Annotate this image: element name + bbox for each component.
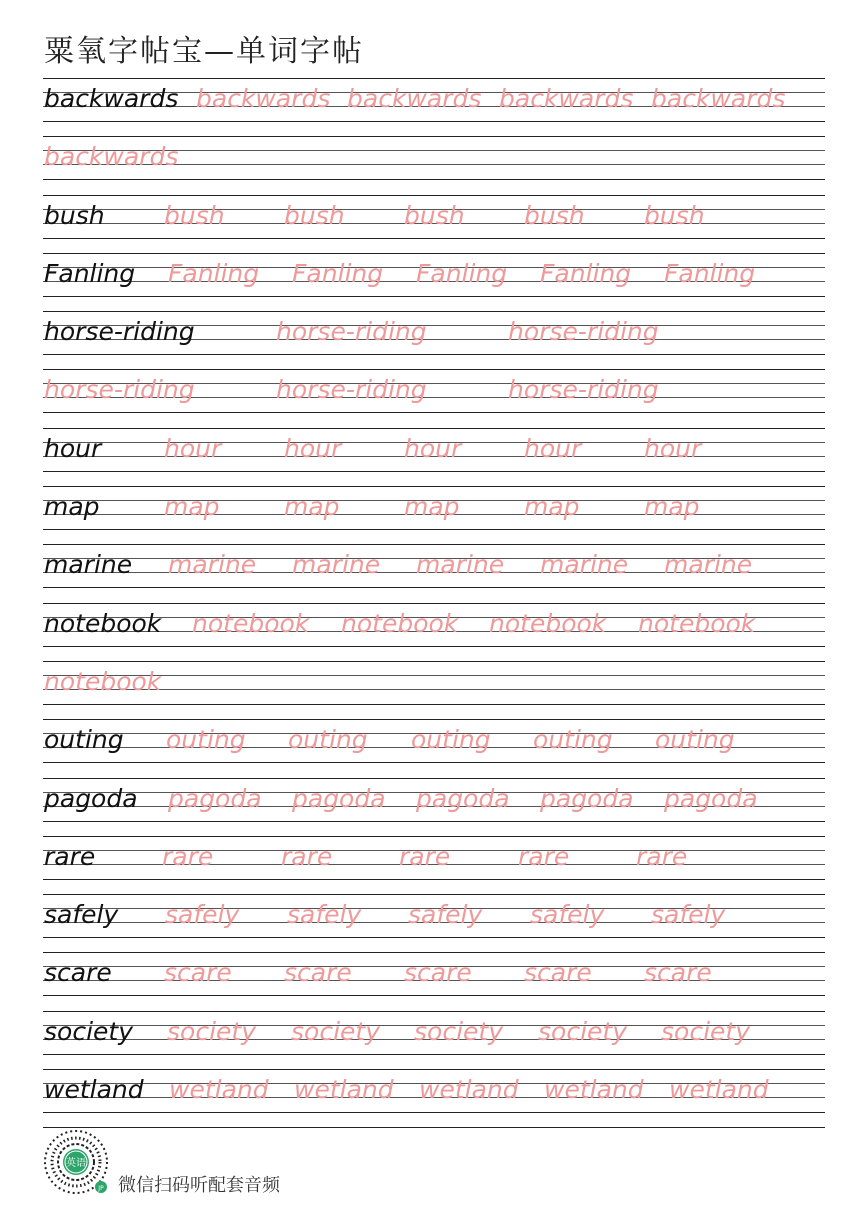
trace-word: outing: [411, 725, 491, 755]
trace-word: rare: [518, 841, 570, 871]
guide-line: [43, 428, 825, 429]
qr-code-icon[interactable]: [42, 1128, 110, 1196]
trace-word: scare: [164, 958, 232, 988]
guide-line: [43, 1011, 825, 1012]
guide-line: [43, 587, 825, 588]
guide-line: [43, 661, 825, 662]
trace-word: society: [167, 1016, 256, 1046]
trace-word: bush: [284, 200, 345, 230]
guide-line: [43, 894, 825, 895]
trace-word: hour: [404, 433, 462, 463]
model-word: backwards: [44, 84, 179, 113]
guide-line: [43, 937, 825, 938]
trace-word: map: [524, 492, 580, 522]
model-word: safely: [44, 900, 119, 930]
trace-word: pagoda: [168, 783, 262, 813]
trace-word: pagoda: [540, 783, 634, 813]
trace-word: safely: [408, 900, 483, 930]
trace-word: horse-riding: [508, 317, 659, 347]
trace-word: backwards: [651, 84, 786, 113]
trace-word: bush: [164, 200, 225, 230]
practice-row: [43, 1011, 825, 1069]
practice-row: [43, 195, 825, 253]
trace-word: pagoda: [416, 783, 510, 813]
guide-line: [43, 179, 825, 180]
trace-word: rare: [636, 841, 688, 871]
page-title: 粟氧字帖宝—单词字帖: [44, 34, 364, 69]
model-word: outing: [44, 725, 124, 755]
trace-word: scare: [524, 958, 592, 988]
trace-word: Fanling: [416, 258, 508, 288]
guide-line: [43, 1112, 825, 1113]
trace-word: rare: [162, 841, 214, 871]
guide-line: [43, 995, 825, 996]
guide-line: [43, 253, 825, 254]
model-word: scare: [44, 958, 112, 988]
trace-word: Fanling: [540, 258, 632, 288]
guide-line: [43, 121, 825, 122]
trace-word: safely: [651, 900, 726, 930]
model-word: rare: [44, 841, 96, 871]
trace-word: marine: [416, 550, 505, 580]
trace-word: wetland: [419, 1075, 519, 1105]
trace-word: society: [538, 1016, 627, 1046]
guide-line: [43, 1054, 825, 1055]
trace-word: backwards: [347, 84, 482, 113]
practice-row: [43, 836, 825, 894]
model-word: horse-riding: [44, 317, 195, 347]
guide-line: [43, 238, 825, 239]
trace-word: Fanling: [664, 258, 756, 288]
guide-line: [43, 412, 825, 413]
trace-word: horse-riding: [508, 375, 659, 405]
trace-word: backwards: [44, 142, 179, 172]
practice-row: [43, 486, 825, 544]
trace-word: outing: [655, 725, 735, 755]
trace-word: rare: [281, 841, 333, 871]
guide-line: [43, 136, 825, 137]
guide-line: [43, 296, 825, 297]
model-word: bush: [44, 200, 105, 230]
footer: [40, 1124, 440, 1204]
trace-word: scare: [404, 958, 472, 988]
trace-word: map: [284, 492, 340, 522]
guide-line: [43, 821, 825, 822]
practice-row: [43, 952, 825, 1010]
trace-word: society: [414, 1016, 503, 1046]
trace-word: outing: [533, 725, 613, 755]
trace-word: pagoda: [292, 783, 386, 813]
practice-row: [43, 369, 825, 427]
trace-word: scare: [644, 958, 712, 988]
model-word: map: [44, 492, 100, 522]
guide-line: [43, 195, 825, 196]
practice-row: [43, 778, 825, 836]
trace-word: wetland: [544, 1075, 644, 1105]
practice-row: [43, 1069, 825, 1127]
trace-word: safely: [530, 900, 605, 930]
guide-line: [43, 486, 825, 487]
trace-word: map: [164, 492, 220, 522]
trace-word: horse-riding: [44, 375, 195, 405]
guide-line: [43, 762, 825, 763]
guide-line: [43, 704, 825, 705]
trace-word: society: [291, 1016, 380, 1046]
trace-word: marine: [540, 550, 629, 580]
trace-word: wetland: [669, 1075, 769, 1105]
model-word: society: [44, 1016, 133, 1046]
trace-word: bush: [524, 200, 585, 230]
trace-word: bush: [404, 200, 465, 230]
trace-word: marine: [664, 550, 753, 580]
guide-line: [43, 719, 825, 720]
trace-word: bush: [644, 200, 705, 230]
practice-row: [43, 603, 825, 661]
trace-word: map: [404, 492, 460, 522]
trace-word: backwards: [499, 84, 634, 113]
guide-line: [43, 369, 825, 370]
guide-line: [43, 646, 825, 647]
guide-line: [43, 544, 825, 545]
guide-line: [43, 311, 825, 312]
model-word: hour: [44, 433, 102, 463]
practice-row: [43, 544, 825, 602]
trace-word: pagoda: [664, 783, 758, 813]
practice-row: [43, 78, 825, 136]
practice-row: [43, 719, 825, 777]
trace-word: notebook: [44, 666, 162, 696]
practice-sheet: [43, 78, 825, 1128]
guide-line: [43, 603, 825, 604]
trace-word: safely: [165, 900, 240, 930]
trace-word: Fanling: [168, 258, 260, 288]
practice-row: [43, 253, 825, 311]
trace-word: rare: [399, 841, 451, 871]
model-word: wetland: [44, 1075, 144, 1105]
practice-row: [43, 894, 825, 952]
trace-word: notebook: [489, 608, 607, 638]
trace-word: scare: [284, 958, 352, 988]
guide-line: [43, 952, 825, 953]
trace-word: notebook: [341, 608, 459, 638]
trace-word: horse-riding: [276, 375, 427, 405]
guide-line: [43, 529, 825, 530]
trace-word: wetland: [169, 1075, 269, 1105]
trace-word: marine: [292, 550, 381, 580]
guide-line: [43, 78, 825, 79]
practice-row: [43, 428, 825, 486]
guide-line: [43, 354, 825, 355]
model-word: Fanling: [44, 258, 136, 288]
guide-line: [43, 778, 825, 779]
trace-word: Fanling: [292, 258, 384, 288]
trace-word: marine: [168, 550, 257, 580]
practice-row: [43, 661, 825, 719]
guide-line: [43, 471, 825, 472]
trace-word: wetland: [294, 1075, 394, 1105]
trace-word: notebook: [638, 608, 756, 638]
practice-row: [43, 136, 825, 194]
trace-word: safely: [287, 900, 362, 930]
qr-badge-label: 英语: [66, 1158, 86, 1169]
guide-line: [43, 1069, 825, 1070]
trace-word: society: [661, 1016, 750, 1046]
practice-row: [43, 311, 825, 369]
model-word: pagoda: [44, 783, 138, 813]
model-word: notebook: [44, 608, 162, 638]
footer-caption: 微信扫码听配套音频: [118, 1175, 280, 1196]
trace-word: notebook: [192, 608, 310, 638]
trace-word: outing: [288, 725, 368, 755]
trace-word: hour: [644, 433, 702, 463]
trace-word: horse-riding: [276, 317, 427, 347]
guide-line: [43, 836, 825, 837]
model-word: marine: [44, 550, 133, 580]
trace-word: hour: [284, 433, 342, 463]
trace-word: hour: [164, 433, 222, 463]
guide-line: [43, 879, 825, 880]
trace-word: hour: [524, 433, 582, 463]
trace-word: backwards: [196, 84, 331, 113]
trace-word: map: [644, 492, 700, 522]
trace-word: outing: [166, 725, 246, 755]
qr-small-badge-label: JP: [98, 1185, 104, 1192]
